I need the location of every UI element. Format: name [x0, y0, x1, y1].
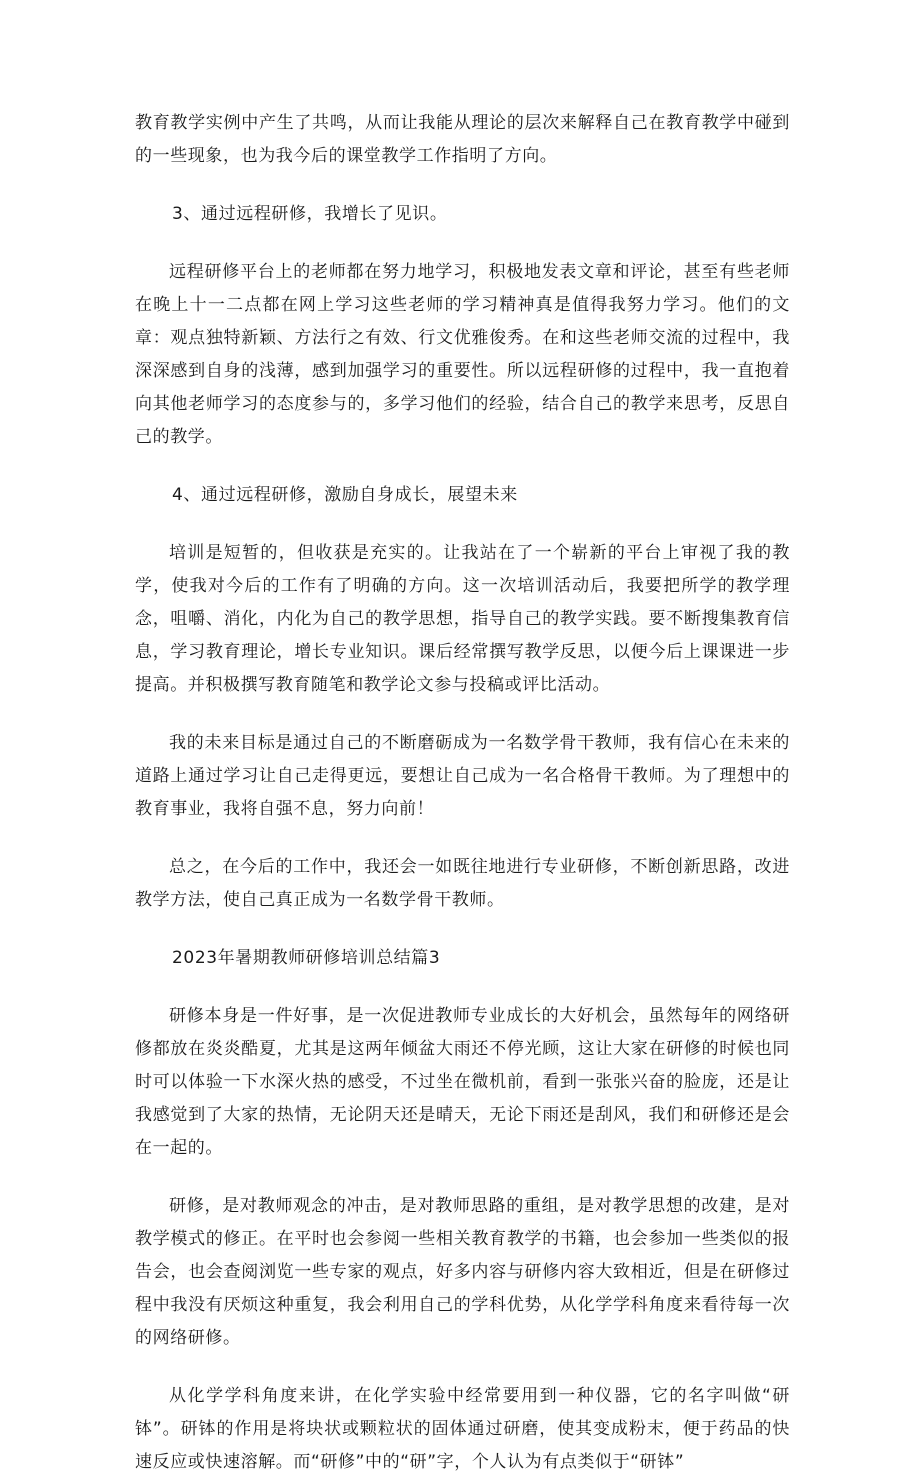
paragraph-future-goal: 我的未来目标是通过自己的不断磨砺成为一名数学骨干教师，我有信心在未来的道路上通过学习让自己走得更远，要想让自己成为一名合格骨干教师。为了理想中的教育事业，我将自强不息，努力向前！: [135, 733, 790, 819]
paragraph-chemistry-mortar: 从化学学科角度来讲，在化学实验中经常要用到一种仪器，它的名字叫做“研钵”。研钵的作用是将块状或颗粒状的固体通过研磨，使其变成粉末，便于药品的快速反应或快速溶解。而“研修”中的“研”字，个人认为有点类似于“研钵”: [135, 1386, 790, 1472]
paragraph-continued-intro: 教育教学实例中产生了共鸣，从而让我能从理论的层次来解释自己在教育教学中碰到的一些现象，也为我今后的课堂教学工作指明了方向。: [135, 113, 790, 166]
paragraph-research-impact: 研修，是对教师观念的冲击，是对教师思路的重组，是对教学思想的改建，是对教学模式的修正。在平时也会参阅一些相关教育教学的书籍，也会参加一些类似的报告会，也会查阅浏览一些专家的观点，好多内容与研修内容大致相近，但是在研修过程中我没有厌烦这种重复，我会利用自己的学科优势，从化学学科角度来看待每一次的网络研修。: [135, 1196, 790, 1348]
section-heading-3: 3、通过远程研修，我增长了见识。: [172, 204, 448, 224]
article-title-part-3: 2023年暑期教师研修培训总结篇3: [172, 948, 441, 968]
paragraph-training-harvest: 培训是短暂的，但收获是充实的。让我站在了一个崭新的平台上审视了我的教学，使我对今后的工作有了明确的方向。这一次培训活动后，我要把所学的教学理念，咀嚼、消化，内化为自己的教学思想，指导自己的教学实践。要不断搜集教育信息，学习教育理论，增长专业知识。课后经常撰写教学反思，以便今后上课课进一步提高。并积极撰写教育随笔和教学论文参与投稿或评比活动。: [135, 543, 790, 695]
section-heading-4: 4、通过远程研修，激励自身成长，展望未来: [172, 485, 518, 505]
paragraph-conclusion: 总之，在今后的工作中，我还会一如既往地进行专业研修，不断创新思路，改进教学方法，使自己真正成为一名数学骨干教师。: [135, 857, 790, 910]
paragraph-remote-platform: 远程研修平台上的老师都在努力地学习，积极地发表文章和评论，甚至有些老师在晚上十一二点都在网上学习这些老师的学习精神真是值得我努力学习。他们的文章：观点独特新颖、方法行之有效、行文优雅俊秀。在和这些老师交流的过程中，我深深感到自身的浅薄，感到加强学习的重要性。所以远程研修的过程中，我一直抱着向其他老师学习的态度参与的，多学习他们的经验，结合自己的教学来思考，反思自己的教学。: [135, 262, 790, 447]
paragraph-research-opportunity: 研修本身是一件好事，是一次促进教师专业成长的大好机会，虽然每年的网络研修都放在炎炎酷夏，尤其是这两年倾盆大雨还不停光顾，这让大家在研修的时候也同时可以体验一下水深火热的感受，不过坐在微机前，看到一张张兴奋的脸庞，还是让我感觉到了大家的热情，无论阴天还是晴天，无论下雨还是刮风，我们和研修还是会在一起的。: [135, 1006, 790, 1158]
